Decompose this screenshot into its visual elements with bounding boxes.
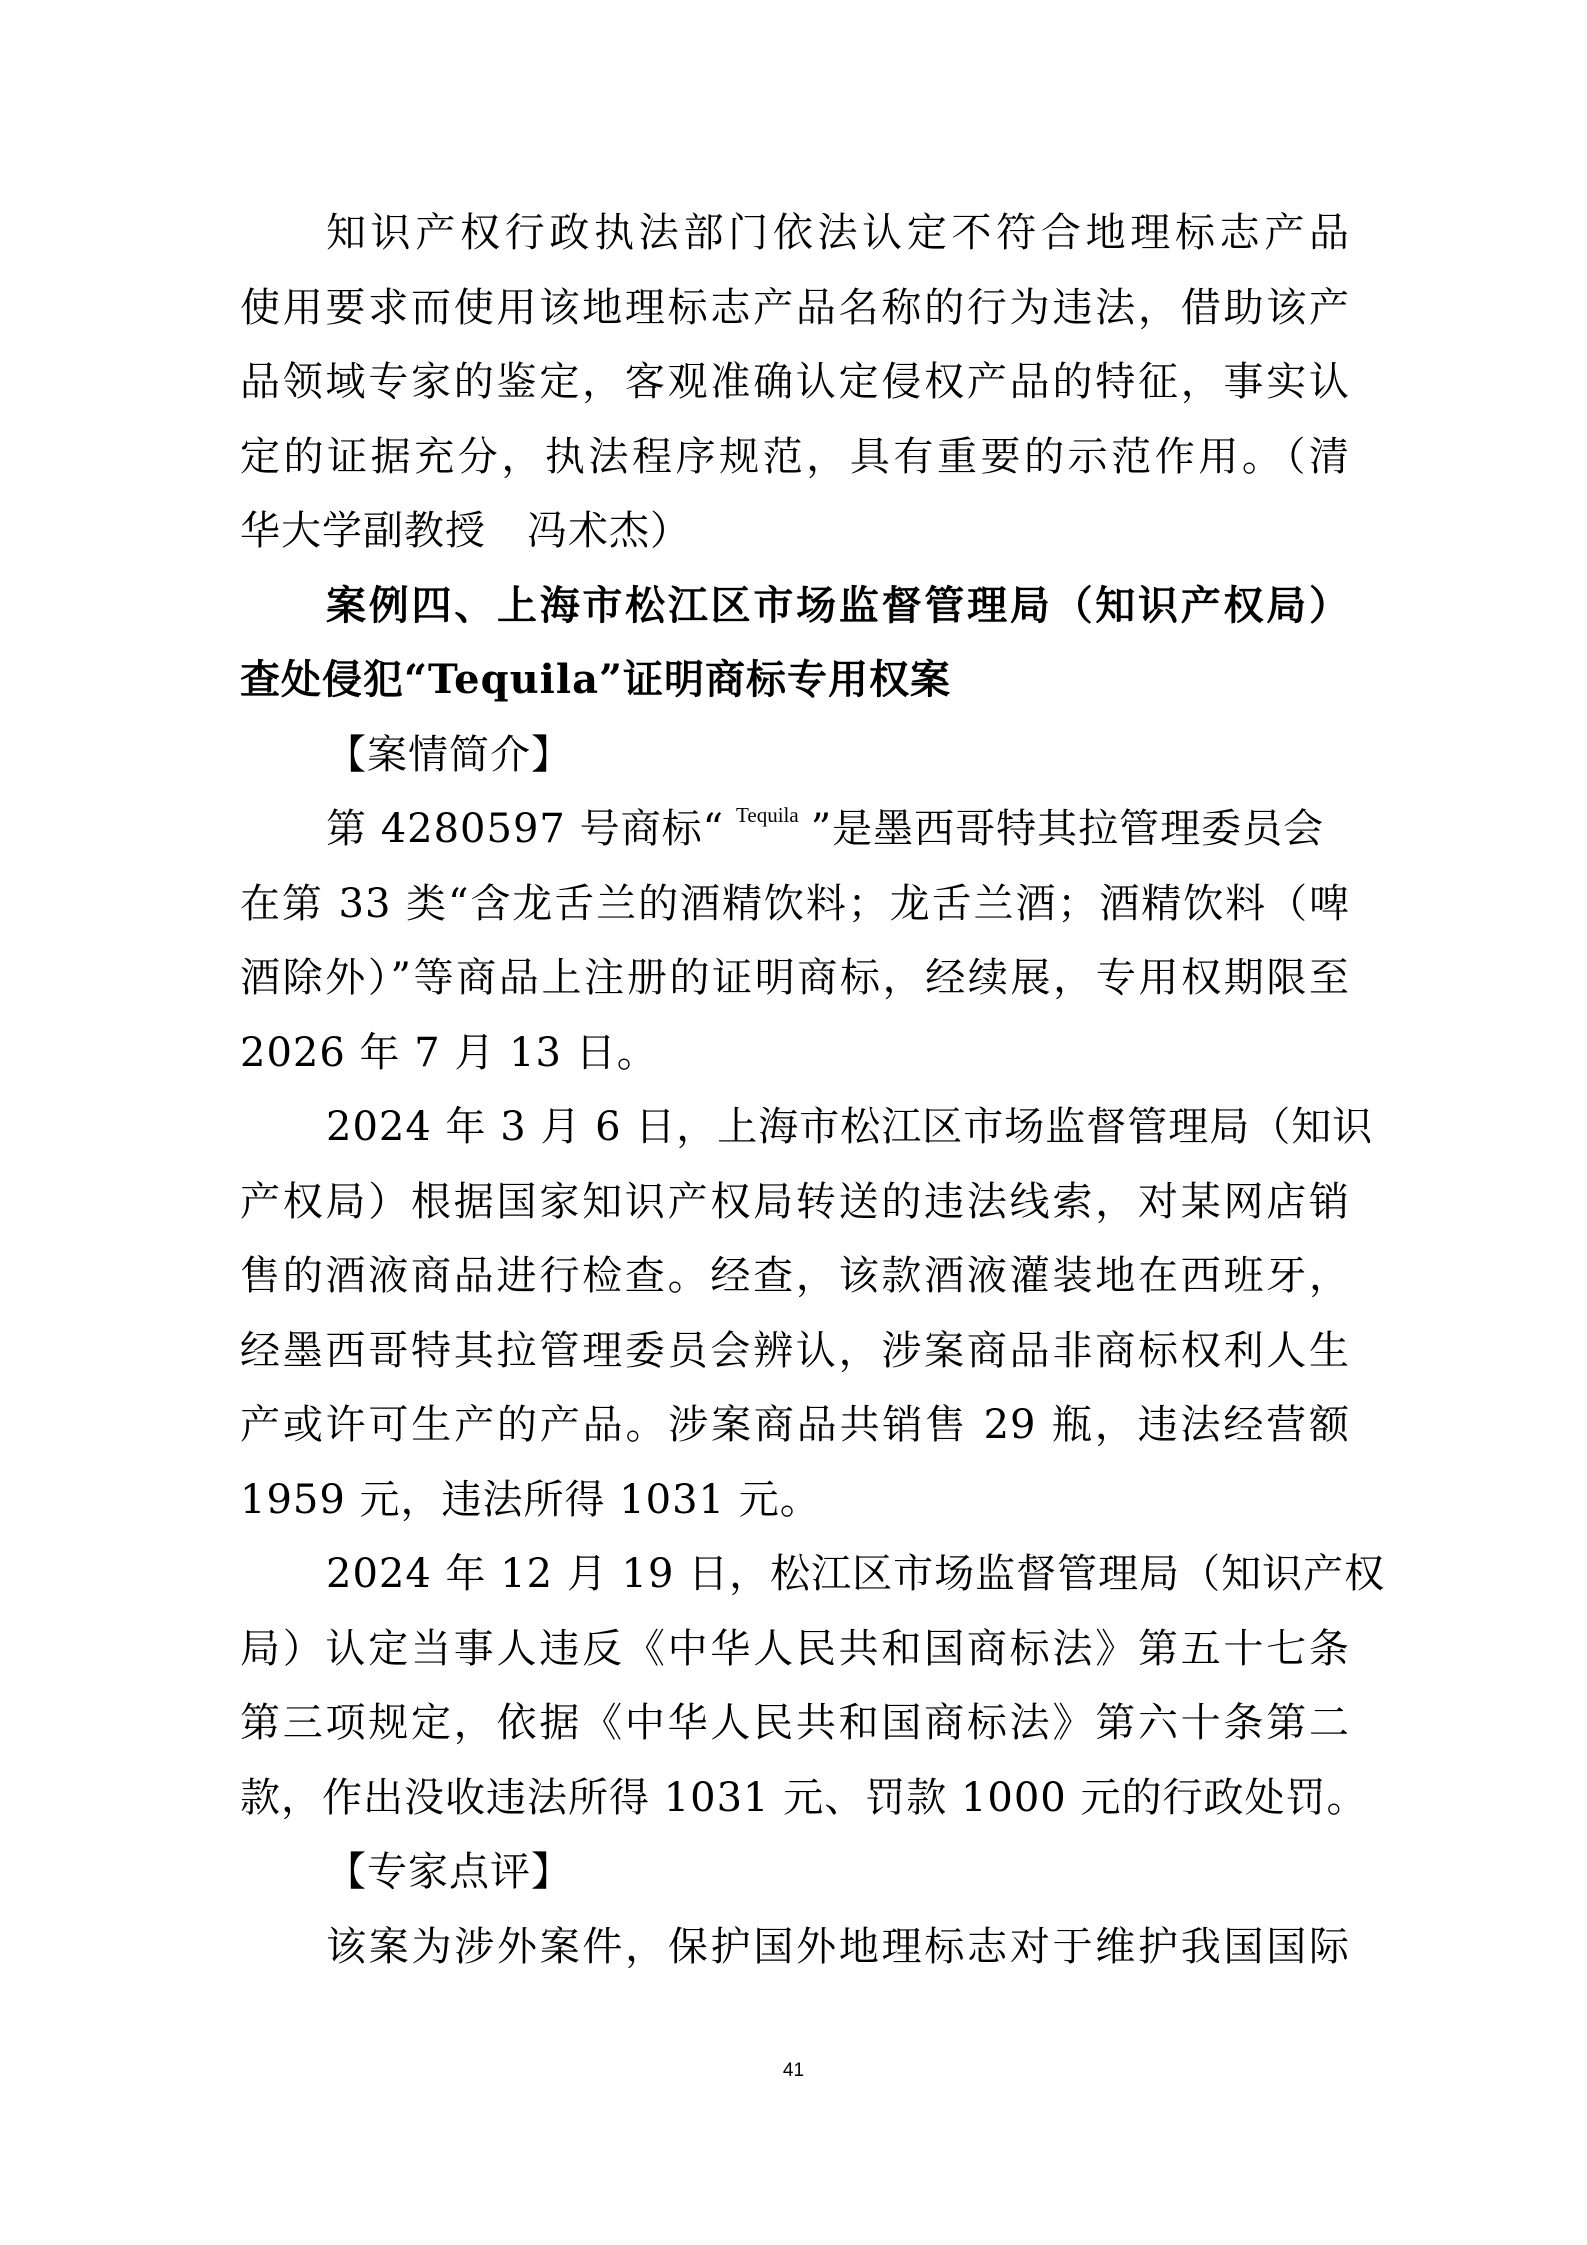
text-line: 酒除外）”等商品上注册的证明商标，经续展，专用权期限至: [240, 955, 1350, 1001]
text-line: 2024 年 12 月 19 日，松江区市场监督管理局（知识产权: [326, 1551, 1386, 1597]
text-line: 知识产权行政执法部门依法认定不符合地理标志产品: [326, 210, 1350, 256]
trademark-image: Tequila: [736, 803, 799, 827]
section-heading-case-summary: 【案情简介】: [326, 731, 572, 778]
text-line: [240, 792, 1350, 867]
text-line: 2024 年 3 月 6 日，上海市松江区市场监督管理局（知识: [326, 1104, 1374, 1150]
text-line: 第三项规定，依据《中华人民共和国商标法》第六十条第二: [240, 1700, 1350, 1746]
text-line: 使用要求而使用该地理标志产品名称的行为违法，借助该产: [240, 284, 1350, 331]
text-line: 产或许可生产的产品。涉案商品共销售 29 瓶，违法经营额: [240, 1402, 1350, 1448]
text-line: 华大学副教授 冯术杰）: [240, 508, 691, 554]
text-line: 该案为涉外案件，保护国外地理标志对于维护我国国际: [326, 1923, 1350, 1970]
case-title: 案例四、上海市松江区市场监督管理局（知识产权局）: [326, 581, 1350, 629]
case-title: 查处侵犯“Tequila”证明商标专用权案: [240, 656, 951, 703]
text-line: 局）认定当事人违反《中华人民共和国商标法》第五十七条: [240, 1625, 1350, 1672]
text-line: 售的酒液商品进行检查。经查，该款酒液灌装地在西班牙，: [240, 1253, 1350, 1299]
body-text: [240, 196, 1386, 1984]
text-line: 款，作出没收违法所得 1031 元、罚款 1000 元的行政处罚。: [240, 1774, 1368, 1821]
text-fragment: 第 4280597 号商标“: [326, 806, 725, 852]
text-line: 1959 元，违法所得 1031 元。: [240, 1476, 821, 1523]
page-number: 41: [782, 2060, 805, 2081]
text-line: 经墨西哥特其拉管理委员会辨认，涉案商品非商标权利人生: [240, 1327, 1350, 1374]
text-fragment: ”是墨西哥特其拉管理委员会: [810, 806, 1325, 852]
text-line: 产权局）根据国家知识产权局转送的违法线索，对某网店销: [240, 1178, 1350, 1225]
section-heading-expert-review: 【专家点评】: [326, 1849, 572, 1895]
text-line: 定的证据充分，执法程序规范，具有重要的示范作用。（清: [240, 433, 1350, 480]
text-line: 品领域专家的鉴定，客观准确认定侵权产品的特征，事实认: [240, 359, 1350, 405]
text-line: 在第 33 类“含龙舌兰的酒精饮料；龙舌兰酒；酒精饮料（啤: [240, 880, 1350, 927]
text-line: 2026 年 7 月 13 日。: [240, 1029, 658, 1076]
